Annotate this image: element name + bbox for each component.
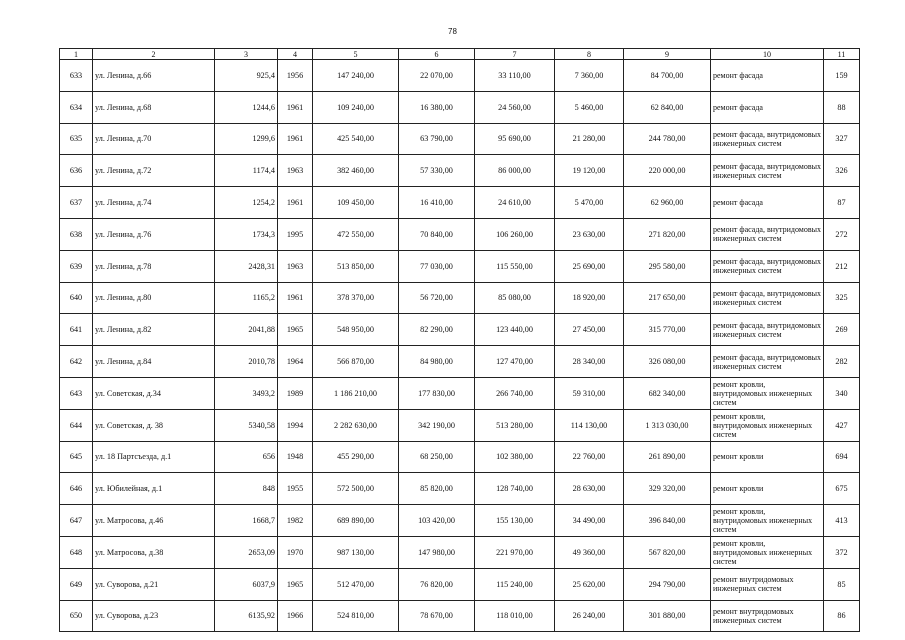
column-header: 7 (475, 49, 555, 60)
address-cell: ул. Ленина, д.78 (93, 250, 215, 282)
value-col7-cell: 115 240,00 (475, 568, 555, 600)
value-col5-cell: 378 370,00 (313, 282, 399, 314)
value-col7-cell: 155 130,00 (475, 505, 555, 537)
year-cell: 1961 (278, 282, 313, 314)
table-body (60, 60, 860, 632)
value-col8-cell: 18 920,00 (555, 282, 624, 314)
row-number-cell: 646 (60, 473, 93, 505)
row-number-cell: 650 (60, 600, 93, 632)
table-row (60, 314, 860, 346)
value-col7-cell: 115 550,00 (475, 250, 555, 282)
value-col6-cell: 57 330,00 (399, 155, 475, 187)
table-row (60, 123, 860, 155)
row-number-cell: 633 (60, 60, 93, 92)
work-type-cell: ремонт фасада, внутридомовых инженерных систем (711, 250, 824, 282)
column-header: 8 (555, 49, 624, 60)
table-row (60, 473, 860, 505)
value-col9-cell: 301 880,00 (624, 600, 711, 632)
value-col11-cell: 212 (824, 250, 860, 282)
value-col6-cell: 70 840,00 (399, 218, 475, 250)
year-cell: 1963 (278, 155, 313, 187)
value-col6-cell: 16 380,00 (399, 91, 475, 123)
value-col7-cell: 85 080,00 (475, 282, 555, 314)
address-cell: ул. Ленина, д.80 (93, 282, 215, 314)
value-col6-cell: 78 670,00 (399, 600, 475, 632)
table-row (60, 282, 860, 314)
year-cell: 1965 (278, 568, 313, 600)
value-col5-cell: 109 240,00 (313, 91, 399, 123)
value-col7-cell: 127 470,00 (475, 346, 555, 378)
area-cell: 5340,58 (215, 409, 278, 441)
value-col8-cell: 22 760,00 (555, 441, 624, 473)
address-cell: ул. Советская, д.34 (93, 377, 215, 409)
work-type-cell: ремонт внутридомовых инженерных систем (711, 600, 824, 632)
work-type-cell: ремонт фасада, внутридомовых инженерных систем (711, 282, 824, 314)
value-col11-cell: 325 (824, 282, 860, 314)
value-col9-cell: 271 820,00 (624, 218, 711, 250)
table-row (60, 187, 860, 219)
value-col5-cell: 524 810,00 (313, 600, 399, 632)
work-type-cell: ремонт внутридомовых инженерных систем (711, 568, 824, 600)
value-col9-cell: 329 320,00 (624, 473, 711, 505)
value-col6-cell: 63 790,00 (399, 123, 475, 155)
row-number-cell: 642 (60, 346, 93, 378)
value-col8-cell: 34 490,00 (555, 505, 624, 537)
value-col7-cell: 513 280,00 (475, 409, 555, 441)
value-col7-cell: 86 000,00 (475, 155, 555, 187)
value-col11-cell: 282 (824, 346, 860, 378)
row-number-cell: 649 (60, 568, 93, 600)
value-col6-cell: 177 830,00 (399, 377, 475, 409)
value-col5-cell: 689 890,00 (313, 505, 399, 537)
address-cell: ул. Ленина, д.66 (93, 60, 215, 92)
year-cell: 1955 (278, 473, 313, 505)
address-cell: ул. Ленина, д.76 (93, 218, 215, 250)
value-col5-cell: 472 550,00 (313, 218, 399, 250)
value-col7-cell: 123 440,00 (475, 314, 555, 346)
value-col5-cell: 147 240,00 (313, 60, 399, 92)
row-number-cell: 645 (60, 441, 93, 473)
row-number-cell: 637 (60, 187, 93, 219)
value-col5-cell: 109 450,00 (313, 187, 399, 219)
row-number-cell: 644 (60, 409, 93, 441)
area-cell: 1174,4 (215, 155, 278, 187)
value-col11-cell: 326 (824, 155, 860, 187)
value-col9-cell: 220 000,00 (624, 155, 711, 187)
area-cell: 2653,09 (215, 536, 278, 568)
value-col11-cell: 86 (824, 600, 860, 632)
value-col7-cell: 102 380,00 (475, 441, 555, 473)
value-col8-cell: 26 240,00 (555, 600, 624, 632)
column-header: 6 (399, 49, 475, 60)
value-col7-cell: 128 740,00 (475, 473, 555, 505)
value-col11-cell: 675 (824, 473, 860, 505)
value-col8-cell: 7 360,00 (555, 60, 624, 92)
value-col6-cell: 103 420,00 (399, 505, 475, 537)
value-col11-cell: 372 (824, 536, 860, 568)
work-type-cell: ремонт кровли, внутридомовых инженерных систем (711, 377, 824, 409)
value-col6-cell: 16 410,00 (399, 187, 475, 219)
table-row (60, 505, 860, 537)
work-type-cell: ремонт кровли (711, 473, 824, 505)
year-cell: 1966 (278, 600, 313, 632)
value-col8-cell: 25 620,00 (555, 568, 624, 600)
area-cell: 1734,3 (215, 218, 278, 250)
column-header: 10 (711, 49, 824, 60)
area-cell: 2010,78 (215, 346, 278, 378)
year-cell: 1995 (278, 218, 313, 250)
value-col8-cell: 5 470,00 (555, 187, 624, 219)
value-col8-cell: 23 630,00 (555, 218, 624, 250)
value-col5-cell: 566 870,00 (313, 346, 399, 378)
value-col6-cell: 84 980,00 (399, 346, 475, 378)
value-col11-cell: 85 (824, 568, 860, 600)
value-col7-cell: 106 260,00 (475, 218, 555, 250)
value-col6-cell: 22 070,00 (399, 60, 475, 92)
row-number-cell: 640 (60, 282, 93, 314)
column-header: 4 (278, 49, 313, 60)
value-col8-cell: 19 120,00 (555, 155, 624, 187)
address-cell: ул. Суворова, д.23 (93, 600, 215, 632)
row-number-cell: 636 (60, 155, 93, 187)
value-col5-cell: 425 540,00 (313, 123, 399, 155)
value-col9-cell: 62 840,00 (624, 91, 711, 123)
address-cell: ул. Ленина, д.84 (93, 346, 215, 378)
work-type-cell: ремонт кровли, внутридомовых инженерных систем (711, 505, 824, 537)
area-cell: 6037,9 (215, 568, 278, 600)
table-row (60, 600, 860, 632)
value-col9-cell: 294 790,00 (624, 568, 711, 600)
value-col9-cell: 62 960,00 (624, 187, 711, 219)
table-row (60, 377, 860, 409)
value-col11-cell: 159 (824, 60, 860, 92)
area-cell: 925,4 (215, 60, 278, 92)
work-type-cell: ремонт фасада, внутридомовых инженерных систем (711, 346, 824, 378)
value-col9-cell: 315 770,00 (624, 314, 711, 346)
table-row (60, 218, 860, 250)
year-cell: 1963 (278, 250, 313, 282)
address-cell: ул. Суворова, д.21 (93, 568, 215, 600)
repair-table (59, 48, 860, 632)
address-cell: ул. Советская, д. 38 (93, 409, 215, 441)
area-cell: 1299,6 (215, 123, 278, 155)
table-row (60, 536, 860, 568)
address-cell: ул. Ленина, д.74 (93, 187, 215, 219)
value-col5-cell: 513 850,00 (313, 250, 399, 282)
column-header: 5 (313, 49, 399, 60)
value-col8-cell: 27 450,00 (555, 314, 624, 346)
area-cell: 2041,88 (215, 314, 278, 346)
page-number: 78 (448, 27, 457, 36)
value-col8-cell: 25 690,00 (555, 250, 624, 282)
value-col5-cell: 2 282 630,00 (313, 409, 399, 441)
address-cell: ул. Ленина, д.70 (93, 123, 215, 155)
year-cell: 1961 (278, 91, 313, 123)
area-cell: 656 (215, 441, 278, 473)
value-col7-cell: 33 110,00 (475, 60, 555, 92)
value-col11-cell: 87 (824, 187, 860, 219)
area-cell: 848 (215, 473, 278, 505)
value-col11-cell: 340 (824, 377, 860, 409)
column-header: 9 (624, 49, 711, 60)
value-col9-cell: 1 313 030,00 (624, 409, 711, 441)
value-col11-cell: 269 (824, 314, 860, 346)
value-col7-cell: 266 740,00 (475, 377, 555, 409)
area-cell: 3493,2 (215, 377, 278, 409)
address-cell: ул. Ленина, д.68 (93, 91, 215, 123)
value-col6-cell: 342 190,00 (399, 409, 475, 441)
table-row (60, 155, 860, 187)
value-col6-cell: 85 820,00 (399, 473, 475, 505)
value-col7-cell: 95 690,00 (475, 123, 555, 155)
column-header: 1 (60, 49, 93, 60)
value-col11-cell: 327 (824, 123, 860, 155)
row-number-cell: 639 (60, 250, 93, 282)
work-type-cell: ремонт фасада, внутридомовых инженерных систем (711, 123, 824, 155)
value-col9-cell: 295 580,00 (624, 250, 711, 282)
year-cell: 1989 (278, 377, 313, 409)
row-number-cell: 635 (60, 123, 93, 155)
value-col6-cell: 56 720,00 (399, 282, 475, 314)
table-row (60, 441, 860, 473)
value-col9-cell: 326 080,00 (624, 346, 711, 378)
value-col11-cell: 694 (824, 441, 860, 473)
value-col6-cell: 147 980,00 (399, 536, 475, 568)
value-col9-cell: 244 780,00 (624, 123, 711, 155)
work-type-cell: ремонт кровли (711, 441, 824, 473)
row-number-cell: 647 (60, 505, 93, 537)
value-col7-cell: 24 560,00 (475, 91, 555, 123)
area-cell: 1668,7 (215, 505, 278, 537)
value-col9-cell: 84 700,00 (624, 60, 711, 92)
value-col5-cell: 382 460,00 (313, 155, 399, 187)
year-cell: 1994 (278, 409, 313, 441)
row-number-cell: 638 (60, 218, 93, 250)
table-row (60, 250, 860, 282)
area-cell: 1165,2 (215, 282, 278, 314)
value-col11-cell: 427 (824, 409, 860, 441)
year-cell: 1956 (278, 60, 313, 92)
area-cell: 1254,2 (215, 187, 278, 219)
address-cell: ул. 18 Партсъезда, д.1 (93, 441, 215, 473)
value-col9-cell: 217 650,00 (624, 282, 711, 314)
address-cell: ул. Матросова, д.46 (93, 505, 215, 537)
year-cell: 1970 (278, 536, 313, 568)
year-cell: 1961 (278, 123, 313, 155)
value-col7-cell: 221 970,00 (475, 536, 555, 568)
area-cell: 2428,31 (215, 250, 278, 282)
value-col9-cell: 261 890,00 (624, 441, 711, 473)
value-col5-cell: 455 290,00 (313, 441, 399, 473)
table-row (60, 60, 860, 92)
value-col9-cell: 682 340,00 (624, 377, 711, 409)
value-col6-cell: 76 820,00 (399, 568, 475, 600)
value-col5-cell: 512 470,00 (313, 568, 399, 600)
work-type-cell: ремонт кровли, внутридомовых инженерных систем (711, 536, 824, 568)
value-col8-cell: 21 280,00 (555, 123, 624, 155)
work-type-cell: ремонт фасада (711, 91, 824, 123)
table-row (60, 568, 860, 600)
value-col8-cell: 59 310,00 (555, 377, 624, 409)
value-col11-cell: 413 (824, 505, 860, 537)
value-col9-cell: 396 840,00 (624, 505, 711, 537)
address-cell: ул. Юбилейная, д.1 (93, 473, 215, 505)
column-header: 2 (93, 49, 215, 60)
work-type-cell: ремонт фасада, внутридомовых инженерных систем (711, 218, 824, 250)
value-col6-cell: 82 290,00 (399, 314, 475, 346)
year-cell: 1982 (278, 505, 313, 537)
year-cell: 1961 (278, 187, 313, 219)
area-cell: 6135,92 (215, 600, 278, 632)
value-col11-cell: 272 (824, 218, 860, 250)
work-type-cell: ремонт фасада, внутридомовых инженерных систем (711, 155, 824, 187)
value-col6-cell: 77 030,00 (399, 250, 475, 282)
year-cell: 1965 (278, 314, 313, 346)
table-row (60, 346, 860, 378)
value-col8-cell: 5 460,00 (555, 91, 624, 123)
row-number-cell: 648 (60, 536, 93, 568)
address-cell: ул. Матросова, д.38 (93, 536, 215, 568)
column-header: 3 (215, 49, 278, 60)
value-col5-cell: 987 130,00 (313, 536, 399, 568)
work-type-cell: ремонт фасада (711, 60, 824, 92)
value-col7-cell: 24 610,00 (475, 187, 555, 219)
value-col5-cell: 1 186 210,00 (313, 377, 399, 409)
work-type-cell: ремонт фасада (711, 187, 824, 219)
value-col8-cell: 114 130,00 (555, 409, 624, 441)
value-col5-cell: 572 500,00 (313, 473, 399, 505)
value-col7-cell: 118 010,00 (475, 600, 555, 632)
row-number-cell: 641 (60, 314, 93, 346)
value-col8-cell: 49 360,00 (555, 536, 624, 568)
table-row (60, 91, 860, 123)
value-col8-cell: 28 630,00 (555, 473, 624, 505)
year-cell: 1964 (278, 346, 313, 378)
value-col9-cell: 567 820,00 (624, 536, 711, 568)
address-cell: ул. Ленина, д.82 (93, 314, 215, 346)
work-type-cell: ремонт кровли, внутридомовых инженерных систем (711, 409, 824, 441)
year-cell: 1948 (278, 441, 313, 473)
row-number-cell: 643 (60, 377, 93, 409)
value-col5-cell: 548 950,00 (313, 314, 399, 346)
value-col6-cell: 68 250,00 (399, 441, 475, 473)
row-number-cell: 634 (60, 91, 93, 123)
value-col8-cell: 28 340,00 (555, 346, 624, 378)
area-cell: 1244,6 (215, 91, 278, 123)
table-row (60, 409, 860, 441)
value-col11-cell: 88 (824, 91, 860, 123)
work-type-cell: ремонт фасада, внутридомовых инженерных систем (711, 314, 824, 346)
address-cell: ул. Ленина, д.72 (93, 155, 215, 187)
column-header: 11 (824, 49, 860, 60)
column-number-row (60, 49, 860, 60)
